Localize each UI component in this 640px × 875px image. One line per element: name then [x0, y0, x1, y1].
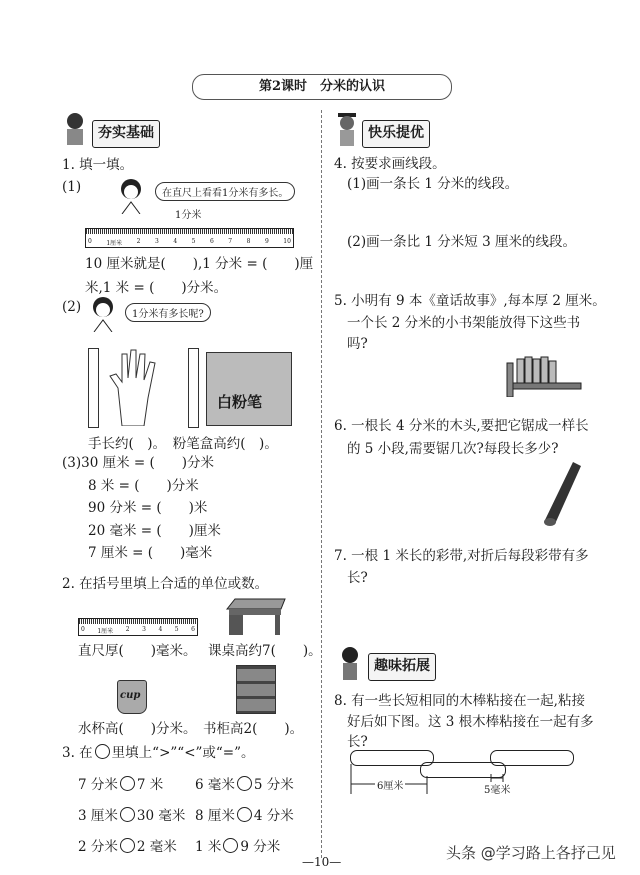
q2-c: 水杯高( )分米。: [78, 721, 197, 737]
boy-icon: [118, 178, 144, 214]
comparison-item: [78, 776, 163, 794]
q1-label: 1. 填一填。: [62, 157, 134, 173]
boy-icon: [90, 296, 116, 332]
comparison-left: 3 厘米: [78, 808, 118, 824]
comparison-left: 7 分米: [78, 777, 118, 793]
ruler-tick-label: 1厘米: [97, 628, 114, 635]
q8-line2: 好后如下图。这 3 根木棒粘接在一起有多: [347, 714, 594, 730]
bookshelf-image: [505, 353, 583, 401]
circle-icon: [95, 744, 110, 759]
graduate-mascot-icon: [334, 112, 360, 148]
q1-line1: 10 厘米就是( ),1 分米 = ( )厘: [85, 256, 314, 272]
ruler-tick-label: 7: [228, 238, 233, 245]
q3-label-pre: 3. 在: [62, 745, 93, 761]
vertical-ruler-image: [88, 348, 99, 428]
ruler-tick-label: 2: [125, 626, 130, 633]
speech-bubble: 1分米有多长呢?: [125, 303, 211, 322]
ruler-tick-label: 5: [191, 238, 196, 245]
ruler-tick-label: 5: [174, 626, 179, 633]
dimension-5mm: 5毫米: [484, 785, 511, 796]
q4-a: (1)画一条长 1 分米的线段。: [347, 176, 519, 192]
comparison-item: [195, 776, 294, 794]
comparison-left: 6 毫米: [195, 777, 235, 793]
mascot-icon: [62, 112, 88, 148]
ruler-tick-label: 4: [173, 238, 178, 245]
comparison-right: 2 毫米: [136, 839, 177, 855]
comparison-right: 4 分米: [253, 808, 294, 824]
ruler-tick-label: 0: [81, 626, 85, 633]
conversion-line: (3)30 厘米 = ( )分米: [62, 455, 215, 471]
q2-a: 直尺厚( )毫米。: [78, 643, 197, 659]
ruler-tick-label: 3: [154, 238, 159, 245]
conversion-line: 8 米 = ( )分米: [88, 477, 199, 494]
comparison-right: 9 分米: [240, 839, 281, 855]
ruler-tick-label: 6: [209, 238, 214, 245]
q8-line3: 长?: [347, 734, 368, 750]
comparison-item: [78, 838, 177, 856]
answer-circle[interactable]: [120, 807, 135, 822]
watermark: 头条 @学习路上各抒己见: [446, 844, 616, 862]
comparison-item: [78, 807, 185, 825]
q2-d: 书柜高2( )。: [203, 721, 304, 737]
dimension-6cm: 6厘米: [375, 778, 405, 796]
cup-label: cup: [120, 690, 141, 701]
vertical-ruler-image: [188, 348, 199, 428]
answer-circle[interactable]: [237, 807, 252, 822]
cup-image: [117, 680, 147, 714]
lesson-title: 第2课时 分米的认识: [192, 74, 452, 100]
log-image: [543, 458, 583, 532]
comparison-item: [195, 838, 280, 856]
conversion-line: 20 毫米 = ( )厘米: [88, 522, 221, 539]
q5-line1: 5. 小明有 9 本《童话故事》,每本厚 2 厘米。: [334, 293, 606, 309]
speech-bubble: 在直尺上看看1分米有多长。: [155, 182, 295, 201]
ruler-tick-label: 0: [88, 238, 92, 245]
comparison-right: 7 米: [136, 777, 164, 793]
ruler-tick-label: 10: [283, 238, 291, 245]
conversion-line: 90 分米 = ( )米: [88, 500, 208, 516]
opera-mascot-icon: [337, 646, 363, 682]
q8-line1: 8. 有一些长短相同的木棒粘接在一起,粘接: [334, 693, 585, 709]
q3-label: [62, 744, 255, 762]
page-number: —10—: [302, 855, 342, 869]
q5-line3: 吗?: [347, 336, 368, 352]
q7-line1: 7. 一根 1 米长的彩带,对折后每段彩带有多: [334, 548, 589, 564]
comparison-left: 1 米: [195, 839, 222, 855]
q7-line2: 长?: [347, 570, 368, 586]
q1-line2: 米,1 米 = ( )分米。: [85, 280, 228, 296]
chalk-box-image: [206, 352, 292, 426]
answer-circle[interactable]: [223, 838, 238, 853]
comparison-item: [195, 807, 294, 825]
q2-b: 课桌高约7( )。: [208, 643, 322, 659]
q1-part1: (1): [62, 179, 82, 195]
comparison-left: 8 厘米: [195, 808, 235, 824]
hand-image: [108, 348, 160, 426]
q1-part2: (2): [62, 299, 82, 315]
q6-line2: 的 5 小段,需要锯几次?每段长多少?: [347, 441, 559, 457]
section-header-basics: 夯实基础: [92, 120, 160, 148]
ruler-10cm: [85, 228, 294, 248]
ruler-tick-label: 3: [142, 626, 146, 633]
ruler-tick-label: 8: [246, 238, 251, 245]
ruler-tick-label: 9: [264, 238, 269, 245]
comparison-right: 30 毫米: [136, 808, 186, 824]
q1-line3: 手长约( )。 粉笔盒高约( )。: [88, 436, 278, 452]
section-header-extension: 趣味拓展: [368, 653, 436, 681]
ruler-tick-label: 2: [136, 238, 141, 245]
answer-circle[interactable]: [237, 776, 252, 791]
q4-label: 4. 按要求画线段。: [334, 156, 446, 172]
answer-circle[interactable]: [120, 838, 135, 853]
q6-line1: 6. 一根长 4 分米的木头,要把它锯成一样长: [334, 418, 589, 434]
answer-circle[interactable]: [120, 776, 135, 791]
desk-image: [225, 597, 287, 641]
ruler-tick-label: 1厘米: [106, 240, 123, 247]
ruler-tick-label: 4: [158, 626, 163, 633]
ruler-6cm: [78, 618, 198, 636]
q5-line2: 一个长 2 分米的小书架能放得下这些书: [347, 315, 581, 331]
ruler-tick-label: 6: [191, 626, 195, 633]
conversion-line: 7 厘米 = ( )毫米: [88, 545, 213, 561]
comparison-left: 2 分米: [78, 839, 118, 855]
bookcase-image: [236, 665, 276, 714]
comparison-right: 5 分米: [253, 777, 294, 793]
ruler-label: 1分米: [175, 210, 202, 221]
chalk-box-label: 白粉笔: [217, 393, 263, 411]
column-divider: [321, 110, 322, 858]
section-header-improve: 快乐提优: [362, 120, 430, 148]
q2-label: 2. 在括号里填上合适的单位或数。: [62, 576, 269, 592]
q3-label-post: 里填上“>”“<”或“=”。: [111, 745, 255, 761]
q4-b: (2)画一条比 1 分米短 3 厘米的线段。: [347, 234, 576, 250]
